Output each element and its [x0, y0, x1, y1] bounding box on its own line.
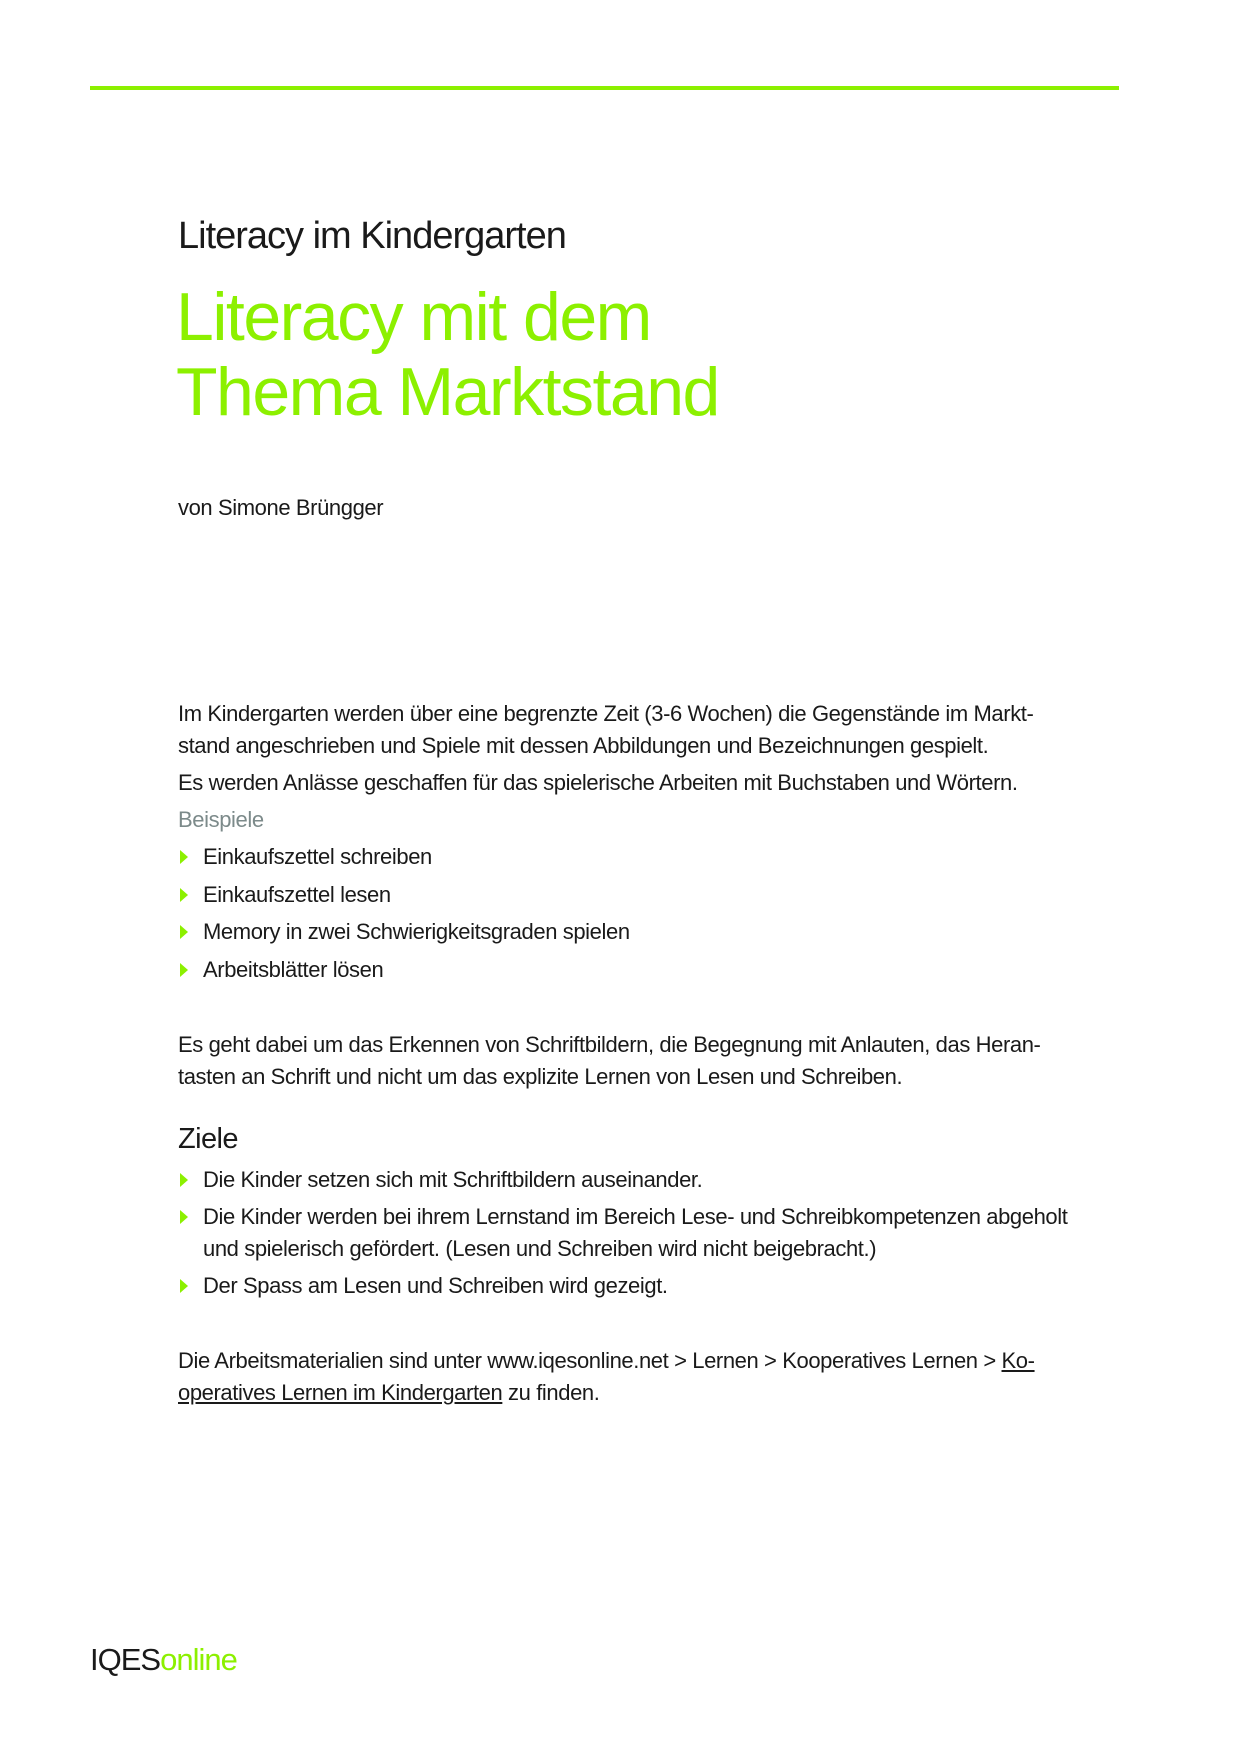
text-line: stand angeschrieben und Spiele mit dessen Abbildungen und Bezeichnungen gespielt.	[178, 733, 989, 758]
materials-link[interactable]: Ko-	[1001, 1348, 1035, 1373]
intro-paragraph	[178, 698, 1033, 762]
text-line: Im Kindergarten werden über eine begrenzte Zeit (3-6 Wochen) die Gegenstände im Markt-	[178, 701, 1034, 726]
bullet-triangle-icon	[180, 1173, 188, 1187]
list-item-text: Einkaufszettel schreiben	[203, 844, 432, 869]
examples-label: Beispiele	[178, 807, 264, 832]
logo-text-online: online	[160, 1642, 237, 1677]
text-line: Die Kinder werden bei ihrem Lernstand im Bereich Lese- und Schreibkompetenzen abgeholt	[203, 1204, 1068, 1229]
list-item	[178, 954, 630, 992]
text-line	[178, 1345, 1035, 1377]
text-line: Es geht dabei um das Erkennen von Schriftbildern, die Begegnung mit Anlauten, das Heran-	[178, 1032, 1041, 1057]
goals-list	[178, 1164, 1067, 1307]
list-item	[178, 879, 630, 917]
bullet-triangle-icon	[180, 850, 188, 864]
document-subtitle: Literacy im Kindergarten	[178, 215, 566, 257]
list-item-text: Die Kinder setzen sich mit Schriftbildern auseinander.	[203, 1167, 703, 1192]
list-item-text	[203, 1201, 1067, 1265]
intro-paragraph-2: Es werden Anlässe geschaffen für das spielerische Arbeiten mit Buchstaben und Wörtern.	[178, 770, 1018, 795]
text-line: tasten an Schrift und nicht um das explizite Lernen von Lesen und Schreiben.	[178, 1064, 903, 1089]
list-item	[178, 1164, 1067, 1201]
context-paragraph	[178, 1029, 1040, 1093]
materials-note	[178, 1345, 1035, 1409]
title-line: Literacy mit dem	[176, 279, 651, 355]
list-item	[178, 1270, 1067, 1307]
materials-note-suffix: zu finden.	[502, 1380, 600, 1405]
logo-text-iqes: IQES	[90, 1642, 161, 1677]
list-item-text: Einkaufszettel lesen	[203, 881, 391, 907]
materials-link[interactable]: operatives Lernen im Kindergarten	[178, 1380, 503, 1405]
bullet-triangle-icon	[180, 1279, 188, 1293]
materials-note-text: Die Arbeitsmaterialien sind unter www.iqesonline.net > Lernen > Kooperatives Lernen >	[178, 1348, 1002, 1373]
bullet-triangle-icon	[180, 888, 188, 902]
examples-list	[178, 841, 630, 991]
top-accent-rule	[90, 86, 1119, 90]
bullet-triangle-icon	[180, 963, 188, 977]
bullet-triangle-icon	[180, 925, 188, 939]
bullet-triangle-icon	[180, 1210, 188, 1224]
list-item-text: Der Spass am Lesen und Schreiben wird gezeigt.	[203, 1273, 668, 1298]
text-line: und spielerisch gefördert. (Lesen und Schreiben wird nicht beigebracht.)	[203, 1236, 877, 1261]
list-item-text: Arbeitsblätter lösen	[203, 956, 384, 982]
list-item	[178, 916, 630, 954]
goals-heading: Ziele	[178, 1123, 238, 1155]
document-title	[176, 280, 719, 430]
author: von Simone Brüngger	[178, 495, 384, 520]
list-item-text: Memory in zwei Schwierigkeitsgraden spielen	[203, 919, 630, 944]
title-line: Thema Marktstand	[176, 354, 719, 430]
list-item	[178, 1201, 1067, 1270]
iqesonline-logo	[90, 1640, 237, 1680]
list-item	[178, 841, 630, 879]
text-line	[178, 1377, 1035, 1409]
